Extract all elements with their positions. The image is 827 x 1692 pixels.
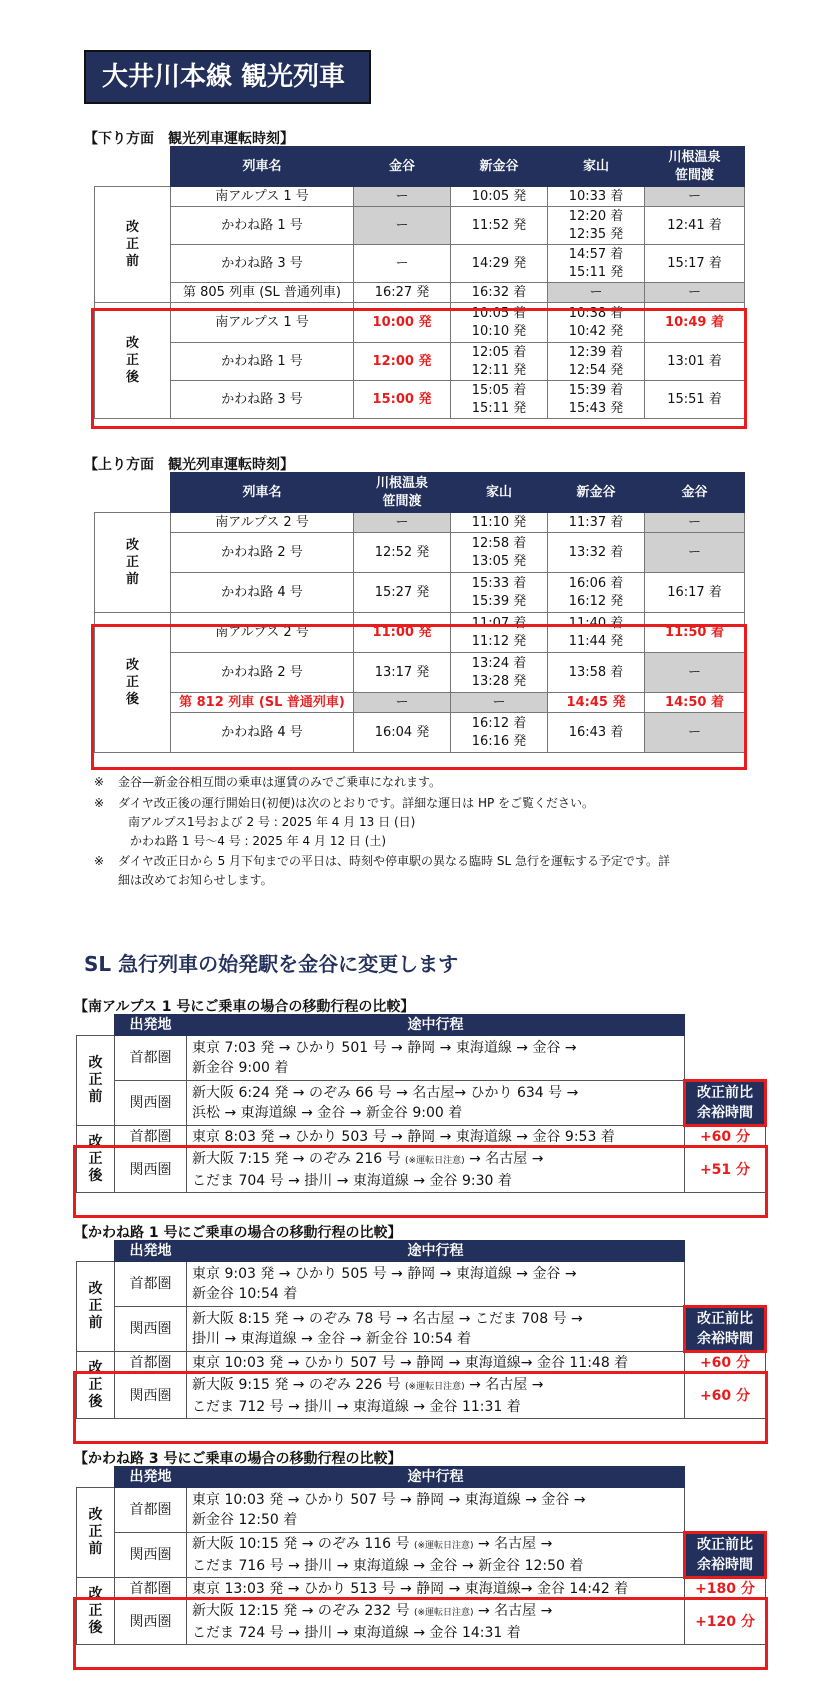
margin-time-value: +60 分 [685,1374,766,1419]
origin-cell: 関西圏 [115,1081,187,1126]
margin-time-header: 改正前比 余裕時間 [685,1533,766,1578]
route-cell: 東京 10:03 発 → ひかり 507 号 → 静岡 → 東海道線→ 金谷 11:48 着 [187,1352,685,1374]
origin-cell: 首都圏 [115,1036,187,1081]
header-route: 途中行程 [187,1015,685,1036]
table-row: 第 805 列車 (SL 普通列車) 16:27 発 16:32 着 ー ー [95,283,745,303]
margin-time-value: +60 分 [685,1352,766,1374]
route-cell: 東京 10:03 発 → ひかり 507 号 → 静岡 → 東海道線 → 金谷 → 新金谷 12:50 着 [187,1488,685,1533]
note-2a: 南アルプス1号および 2 号 : 2025 年 4 月 13 日 (日) [128,815,416,829]
table-row [77,1488,766,1533]
header-train-name: 列車名 [171,473,354,513]
header-route: 途中行程 [187,1241,685,1262]
margin-time-value: +60 分 [685,1126,766,1148]
table-row [77,1600,766,1645]
table-row: かわね路 2 号 13:17 発 13:24 着 13:28 発 13:58 着 ー [95,653,745,693]
table-row: 改 正 後 南アルプス 1 号 10:00 発 10:05 着 10:10 発 10:38 着 10:42 発 10:49 着 [95,303,745,343]
note-2b: かわね路 1 号～4 号 : 2025 年 4 月 12 日 (土) [130,834,387,848]
table-row [77,1352,766,1374]
header-kanaya: 金谷 [645,473,745,513]
route-cell: 新大阪 6:24 発 → のぞみ 66 号 → 名古屋→ ひかり 634 号 → 浜松 → 東海道線 → 金谷 → 新金谷 9:00 着 [187,1081,685,1126]
origin-cell: 首都圏 [115,1126,187,1148]
after-revision-label: 改 正 後 [77,1126,115,1193]
route-cell: 新大阪 7:15 発 → のぞみ 216 号 (※運転日注意) → 名古屋 → こだま 704 号 → 掛川 → 東海道線 → 金谷 9:30 着 [187,1148,685,1193]
comparison-table [76,1466,767,1645]
after-revision-label: 改 正 後 [77,1352,115,1419]
origin-cell: 関西圏 [115,1600,187,1645]
table-row [77,1374,766,1419]
route-cell: 東京 8:03 発 → ひかり 503 号 → 静岡 → 東海道線 → 金谷 9:53 着 [187,1126,685,1148]
table-row: かわね路 2 号 12:52 発 12:58 着 13:05 発 13:32 着 ー [95,533,745,573]
origin-cell: 関西圏 [115,1148,187,1193]
origin-cell: 首都圏 [115,1488,187,1533]
table-row: 改 正 前 南アルプス 1 号 ー 10:05 発 10:33 着 ー [95,187,745,207]
route-cell: 新大阪 10:15 発 → のぞみ 116 号 (※運転日注意) → 名古屋 → こだま 716 号 → 掛川 → 東海道線 → 金谷 → 新金谷 12:50 着 [187,1533,685,1578]
train-name: 南アルプス 2 号 [171,613,354,653]
before-revision-label: 改 正 前 [77,1036,115,1126]
margin-time-header: 改正前比 余裕時間 [685,1307,766,1352]
route-cell: 新大阪 9:15 発 → のぞみ 226 号 (※運転日注意) → 名古屋 → こだま 712 号 → 掛川 → 東海道線 → 金谷 11:31 着 [187,1374,685,1419]
train-name: 南アルプス 2 号 [171,513,354,533]
table-row: かわね路 1 号 ー 11:52 発 12:20 着 12:35 発 12:41 着 [95,207,745,245]
after-revision-label: 改 正 後 [77,1578,115,1645]
train-name: かわね路 4 号 [171,573,354,613]
margin-time-value: +51 分 [685,1148,766,1193]
margin-time-header: 改正前比 余裕時間 [685,1081,766,1126]
train-name: かわね路 1 号 [171,207,354,245]
header-train-name: 列車名 [171,147,354,187]
train-name: 南アルプス 1 号 [171,187,354,207]
header-ieyama: 家山 [451,473,548,513]
origin-cell: 首都圏 [115,1578,187,1600]
margin-time-value: +180 分 [685,1578,766,1600]
table-row [77,1036,766,1081]
route-cell: 東京 7:03 発 → ひかり 501 号 → 静岡 → 東海道線 → 金谷 → 新金谷 9:00 着 [187,1036,685,1081]
down-timetable [94,146,745,419]
table-row: かわね路 4 号 16:04 発 16:12 着 16:16 発 16:43 着 ー [95,713,745,753]
table-row [77,1148,766,1193]
note-2: ※ ダイヤ改正後の運行開始日(初便)は次のとおりです。詳細な運日は HP をご覧ください。 [94,796,595,810]
table-row [77,1081,766,1126]
header-ieyama: 家山 [548,147,645,187]
header-shin-kanaya: 新金谷 [451,147,548,187]
header-origin: 出発地 [115,1241,187,1262]
comparison-table [76,1014,767,1193]
table-row [77,1307,766,1352]
table-row: 改 正 後 南アルプス 2 号 11:00 発 11:07 着 11:12 発 11:40 着 11:44 発 11:50 着 [95,613,745,653]
route-cell: 新大阪 8:15 発 → のぞみ 78 号 → 名古屋 → こだま 708 号 → 掛川 → 東海道線 → 金谷 → 新金谷 10:54 着 [187,1307,685,1352]
comparison-table [76,1240,767,1419]
note-1: ※ 金谷—新金谷相互間の乗車は運賃のみでご乗車になれます。 [94,775,442,789]
train-name: かわね路 1 号 [171,343,354,381]
route-cell: 東京 13:03 発 → ひかり 513 号 → 静岡 → 東海道線→ 金谷 14:42 着 [187,1578,685,1600]
table-row [77,1533,766,1578]
header-origin: 出発地 [115,1015,187,1036]
train-name: 第 812 列車 (SL 普通列車) [171,693,354,713]
table-row: かわね路 4 号 15:27 発 15:33 着 15:39 発 16:06 着 16:12 発 16:17 着 [95,573,745,613]
before-revision-label: 改 正 前 [95,513,171,613]
route-cell: 新大阪 12:15 発 → のぞみ 232 号 (※運転日注意) → 名古屋 → こだま 724 号 → 掛川 → 東海道線 → 金谷 14:31 着 [187,1600,685,1645]
table-row: かわね路 1 号 12:00 発 12:05 着 12:11 発 12:39 着 12:54 発 13:01 着 [95,343,745,381]
train-name: かわね路 3 号 [171,381,354,419]
route-cell: 東京 9:03 発 → ひかり 505 号 → 静岡 → 東海道線 → 金谷 → 新金谷 10:54 着 [187,1262,685,1307]
up-timetable [94,472,745,753]
origin-cell: 関西圏 [115,1533,187,1578]
before-revision-label: 改 正 前 [77,1262,115,1352]
train-name: 南アルプス 1 号 [171,303,354,343]
table-row: かわね路 3 号 ー 14:29 発 14:57 着 15:11 発 15:17 着 [95,245,745,283]
before-revision-label: 改 正 前 [77,1488,115,1578]
comparison-label: 【かわね路 3 号にご乗車の場合の移動行程の比較】 [74,1451,402,1467]
origin-cell: 首都圏 [115,1352,187,1374]
train-name: かわね路 3 号 [171,245,354,283]
table-row: 改 正 前 南アルプス 2 号 ー 11:10 発 11:37 着 ー [95,513,745,533]
table-row [77,1578,766,1600]
header-kanaya: 金谷 [354,147,451,187]
origin-cell: 首都圏 [115,1262,187,1307]
down-timetable-label: 【下り方面 観光列車運転時刻】 [84,131,294,147]
comparison-label: 【かわね路 1 号にご乗車の場合の移動行程の比較】 [74,1225,402,1241]
table-row: 第 812 列車 (SL 普通列車) ー ー 14:45 発 14:50 着 [95,693,745,713]
table-row [77,1126,766,1148]
header-route: 途中行程 [187,1467,685,1488]
header-kawaneonsen-sasamado: 川根温泉 笹間渡 [354,473,451,513]
train-name: かわね路 4 号 [171,713,354,753]
origin-cell: 関西圏 [115,1307,187,1352]
train-name: 第 805 列車 (SL 普通列車) [171,283,354,303]
sl-section-title: SL 急行列車の始発駅を金谷に変更します [84,952,459,976]
train-name: かわね路 2 号 [171,533,354,573]
origin-cell: 関西圏 [115,1374,187,1419]
train-name: かわね路 2 号 [171,653,354,693]
page-title: 大井川本線 観光列車 [84,50,371,104]
comparison-label: 【南アルプス 1 号にご乗車の場合の移動行程の比較】 [74,999,415,1015]
header-kawaneonsen-sasamado: 川根温泉 笹間渡 [645,147,745,187]
margin-time-value: +120 分 [685,1600,766,1645]
before-revision-label: 改 正 前 [95,187,171,303]
header-shin-kanaya: 新金谷 [548,473,645,513]
table-row: かわね路 3 号 15:00 発 15:05 着 15:11 発 15:39 着 15:43 発 15:51 着 [95,381,745,419]
after-revision-label: 改 正 後 [95,613,171,753]
after-revision-label: 改 正 後 [95,303,171,419]
note-3-cont: 細は改めてお知らせします。 [118,873,273,887]
table-row [77,1262,766,1307]
up-timetable-label: 【上り方面 観光列車運転時刻】 [84,457,294,473]
header-origin: 出発地 [115,1467,187,1488]
note-3: ※ ダイヤ改正日から 5 月下旬までの平日は、時刻や停車駅の異なる臨時 SL 急行を運転する予定です。詳 [94,854,670,868]
